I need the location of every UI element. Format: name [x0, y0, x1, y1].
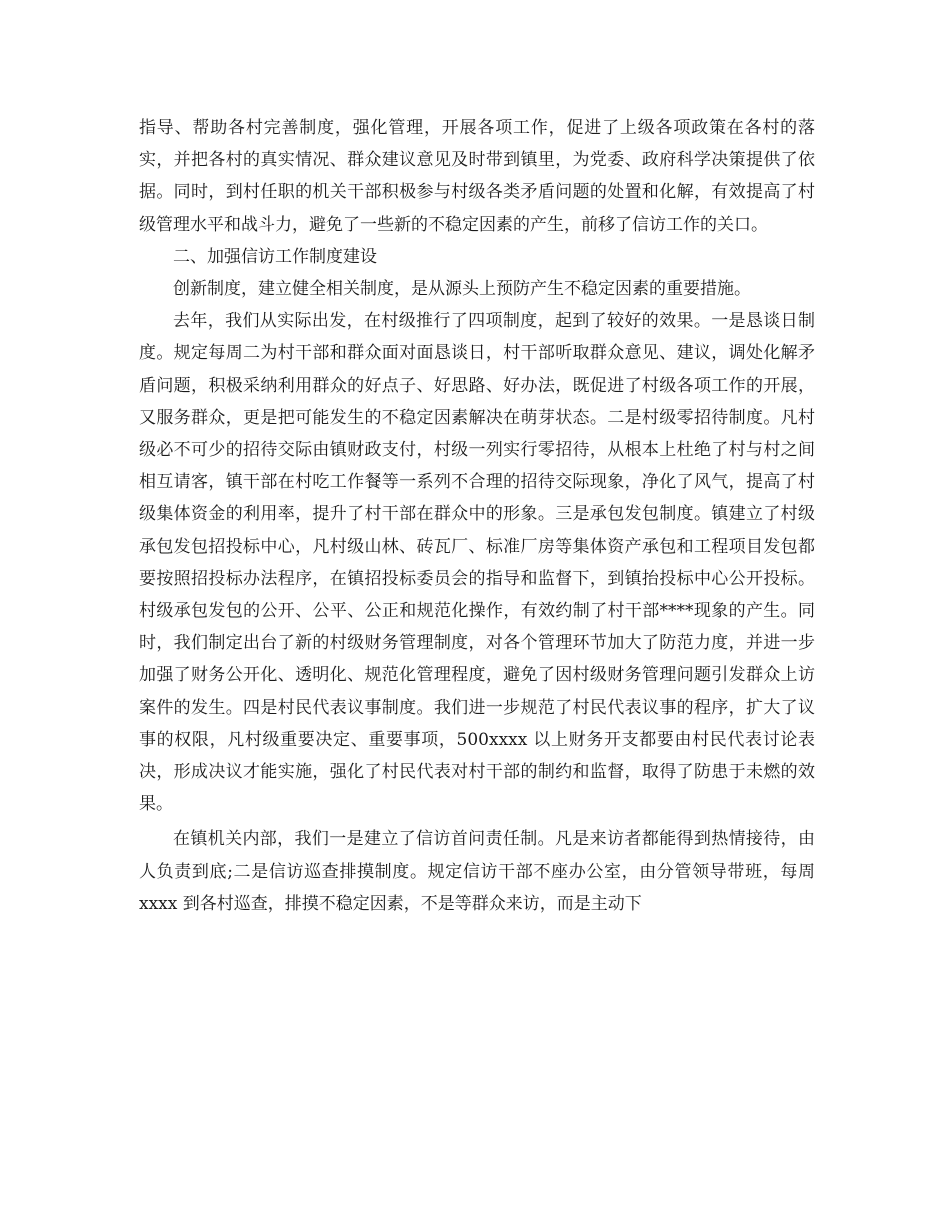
paragraph-continuation: 指导、帮助各村完善制度，强化管理，开展各项工作，促进了上级各项政策在各村的落实，并把各村的真实情况、群众建议意见及时带到镇里，为党委、政府科学决策提供了依据。同时，到村任职的机关干部积极参与村级各类矛盾问题的处置和化解，有效提高了村级管理水平和战斗力，避免了一些新的不稳定因素的产生，前移了信访工作的关口。 [139, 118, 815, 235]
document-body [139, 112, 815, 920]
section-heading: 二、加强信访工作制度建设 [173, 246, 377, 267]
paragraph-town-internal: 在镇机关内部，我们一是建立了信访首问责任制。凡是来访者都能得到热情接待，由人负责到底;二是信访巡查排摸制度。规定信访干部不座办公室，由分管领导带班，每周 xxxx 到各村巡查，排摸不稳定因素，不是等群众来访，而是主动下 [139, 829, 815, 914]
paragraph-four-systems: 去年，我们从实际出发，在村级推行了四项制度，起到了较好的效果。一是恳谈日制度。规定每周二为村干部和群众面对面恳谈日，村干部听取群众意见、建议，调处化解矛盾问题，积极采纳利用群众的好点子、好思路、好办法，既促进了村级各项工作的开展，又服务群众，更是把可能发生的不稳定因素解决在萌芽状态。二是村级零招待制度。凡村级必不可少的招待交际由镇财政支付，村级一列实行零招待，从根本上杜绝了村与村之间相互请客，镇干部在村吃工作餐等一系列不合理的招待交际现象，净化了风气，提高了村级集体资金的利用率，提升了村干部在群众中的形象。三是承包发包制度。镇建立了村级承包发包招投标中心，凡村级山林、砖瓦厂、标准厂房等集体资产承包和工程项目发包都要按照招投标办法程序，在镇招投标委员会的指导和监督下，到镇抬投标中心公开投标。村级承包发包的公开、公平、公正和规范化操作，有效约制了村干部****现象的产生。同时，我们制定出台了新的村级财务管理制度，对各个管理环节加大了防范力度，并进一步加强了财务公开化、透明化、规范化管理程度，避免了因村级财务管理问题引发群众上访案件的发生。四是村民代表议事制度。我们进一步规范了村民代表议事的程序，扩大了议事的权限，凡村级重要决定、重要事项，500xxxx 以上财务开支都要由村民代表讨论表决，形成决议才能实施，强化了村民代表对村干部的制约和监督，取得了防患于未燃的效果。 [139, 311, 815, 815]
paragraph-intro: 创新制度，建立健全相关制度，是从源头上预防产生不稳定因素的重要措施。 [173, 279, 751, 300]
